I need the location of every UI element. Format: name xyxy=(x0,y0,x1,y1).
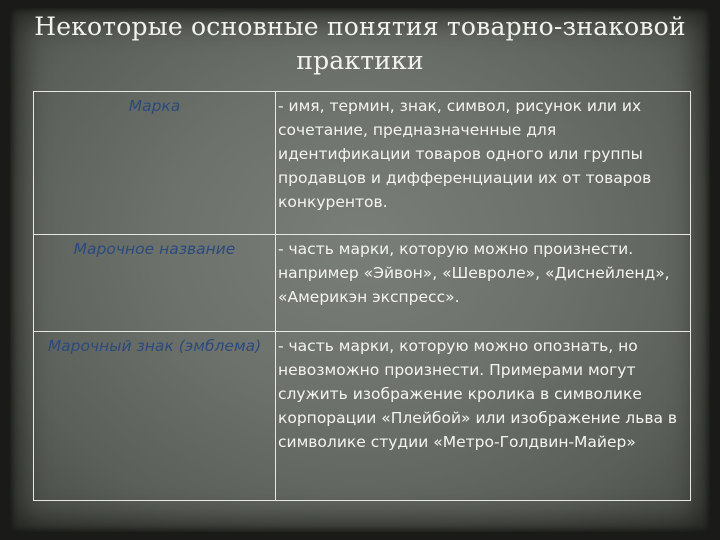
table-row xyxy=(34,332,691,501)
table-row xyxy=(34,92,691,235)
definition-cell: - часть марки, которую можно произнести. например «Эйвон», «Шевроле», «Диснейленд», «Америкэн экспресс». xyxy=(276,235,691,332)
concepts-table xyxy=(33,91,691,501)
term-label: Марка xyxy=(128,97,181,115)
slide-title: Некоторые основные понятия товарно-знаковой практики xyxy=(34,12,686,75)
term-cell xyxy=(34,92,276,235)
table-row xyxy=(34,235,691,332)
term-label: Марочное название xyxy=(73,240,236,258)
definition-cell: - имя, термин, знак, символ, рисунок или их сочетание, предназначенные для идентификации товаров одного или группы продавцов и дифференциации их от товаров конкурентов. xyxy=(276,92,691,235)
term-cell xyxy=(34,332,276,501)
term-label: Марочный знак (эмблема) xyxy=(47,337,262,355)
definition-cell: - часть марки, которую можно опознать, но невозможно произнести. Примерами могут служить изображение кролика в символике корпорации «Плейбой» или изображение льва в символике студии «Метро-Голдвин-Майер» xyxy=(276,332,691,501)
term-cell xyxy=(34,235,276,332)
